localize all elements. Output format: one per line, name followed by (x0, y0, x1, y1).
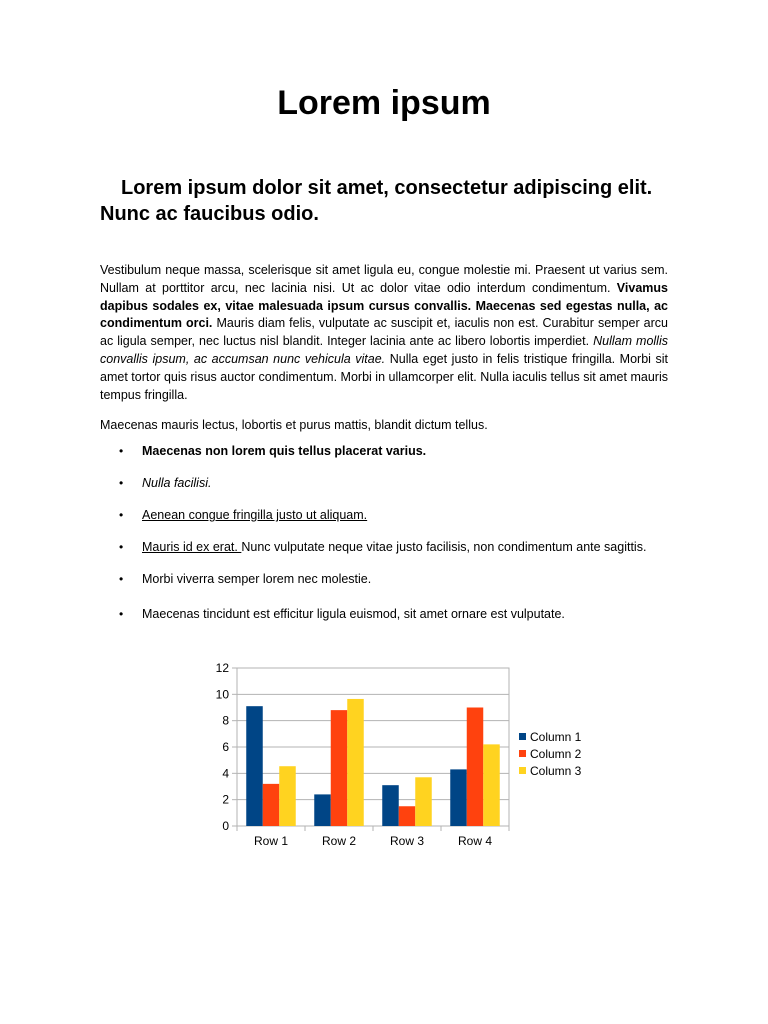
subtitle-heading: Lorem ipsum dolor sit amet, consectetur adipiscing elit. Nunc ac faucibus odio. (100, 177, 653, 225)
bar (347, 699, 364, 826)
para1-text-1: Vestibulum neque massa, scelerisque sit amet ligula eu, congue molestie mi. Praesent ut varius sem. Nullam at porttitor arcu, nec lacinia nisi. Ut ac dolor vitae odio interdum condimentum. (100, 263, 668, 295)
bar (483, 744, 500, 826)
legend-swatch (519, 733, 526, 740)
body-paragraph-2: Maecenas mauris lectus, lobortis et purus mattis, blandit dictum tellus. (100, 418, 488, 432)
bullet-icon: • (119, 476, 124, 490)
body-paragraph-1 (100, 262, 668, 404)
x-tick-label: Row 2 (321, 834, 357, 848)
bar (415, 777, 432, 826)
list-item (100, 538, 680, 570)
y-tick-label: 2 (222, 792, 229, 807)
list-item-text: Maecenas tincidunt est efficitur ligula euismod, sit amet ornare est vulputate. (142, 607, 565, 621)
bullet-icon: • (119, 607, 124, 621)
list-item (100, 474, 680, 506)
list-item-text: Morbi viverra semper lorem nec molestie. (142, 572, 372, 586)
list-item (100, 605, 680, 637)
para1-text-3: Nulla eget justo in felis tristique fringilla. Morbi sit amet tortor quis risus auctor condimentum. Morbi in ullamcorper elit. Nulla iaculis tellus sit amet mauris tempus fringilla. (100, 351, 669, 402)
list-item (100, 570, 680, 602)
legend-label: Column 2 (530, 747, 582, 761)
para1-bold-text: Vivamus dapibus sodales ex, vitae malesuada ipsum cursus convallis. Maecenas sed egestas nulla, ac condimentum orci. (100, 280, 668, 331)
bar (331, 710, 348, 826)
bar (279, 766, 296, 826)
bar-chart (200, 655, 600, 855)
bar (314, 794, 331, 826)
y-tick-label: 4 (222, 766, 229, 781)
x-tick-label: Row 1 (253, 834, 289, 848)
bar (263, 784, 280, 826)
y-tick-label: 0 (222, 819, 229, 833)
y-tick-label: 6 (222, 740, 229, 754)
para1-italic-text: Nullam mollis convallis ipsum, ac accumsan nunc vehicula vitae. (100, 334, 668, 366)
bar (467, 708, 484, 827)
bullet-icon: • (119, 572, 124, 586)
legend-label: Column 1 (530, 730, 582, 744)
bullet-icon: • (119, 508, 124, 522)
list-item-text: Aenean congue fringilla justo ut aliquam. (142, 508, 368, 522)
list-item (100, 506, 680, 538)
bar (399, 806, 416, 826)
bullet-icon: • (119, 540, 124, 554)
bar (382, 785, 399, 826)
bullet-list (100, 442, 680, 637)
para1-text-2: Mauris diam felis, vulputate ac suscipit et, iaculis non est. Curabitur semper arcu ac ligula semper, nec luctus nisl blandit. Integer lacinia ante ac libero lobortis imperdiet. (100, 316, 669, 349)
y-tick-label: 12 (215, 661, 229, 675)
legend-label: Column 3 (530, 764, 582, 778)
list-item (100, 442, 680, 474)
x-tick-label: Row 3 (389, 834, 425, 848)
list-item-text: Nulla facilisi. (142, 476, 212, 490)
list-item-underlined-text: Mauris id ex erat. (142, 540, 242, 554)
bar (450, 769, 467, 826)
page-title: Lorem ipsum (277, 84, 491, 122)
list-item-text: Maecenas non lorem quis tellus placerat varius. (142, 444, 427, 458)
list-item-text: Nunc vulputate neque vitae justo facilisis, non condimentum ante sagittis. (241, 540, 647, 554)
y-tick-label: 8 (222, 713, 229, 728)
y-tick-label: 10 (215, 687, 229, 702)
bullet-icon: • (119, 444, 124, 458)
bar (246, 706, 263, 826)
x-tick-label: Row 4 (457, 834, 493, 848)
legend-swatch (519, 767, 526, 774)
legend-swatch (519, 750, 526, 757)
